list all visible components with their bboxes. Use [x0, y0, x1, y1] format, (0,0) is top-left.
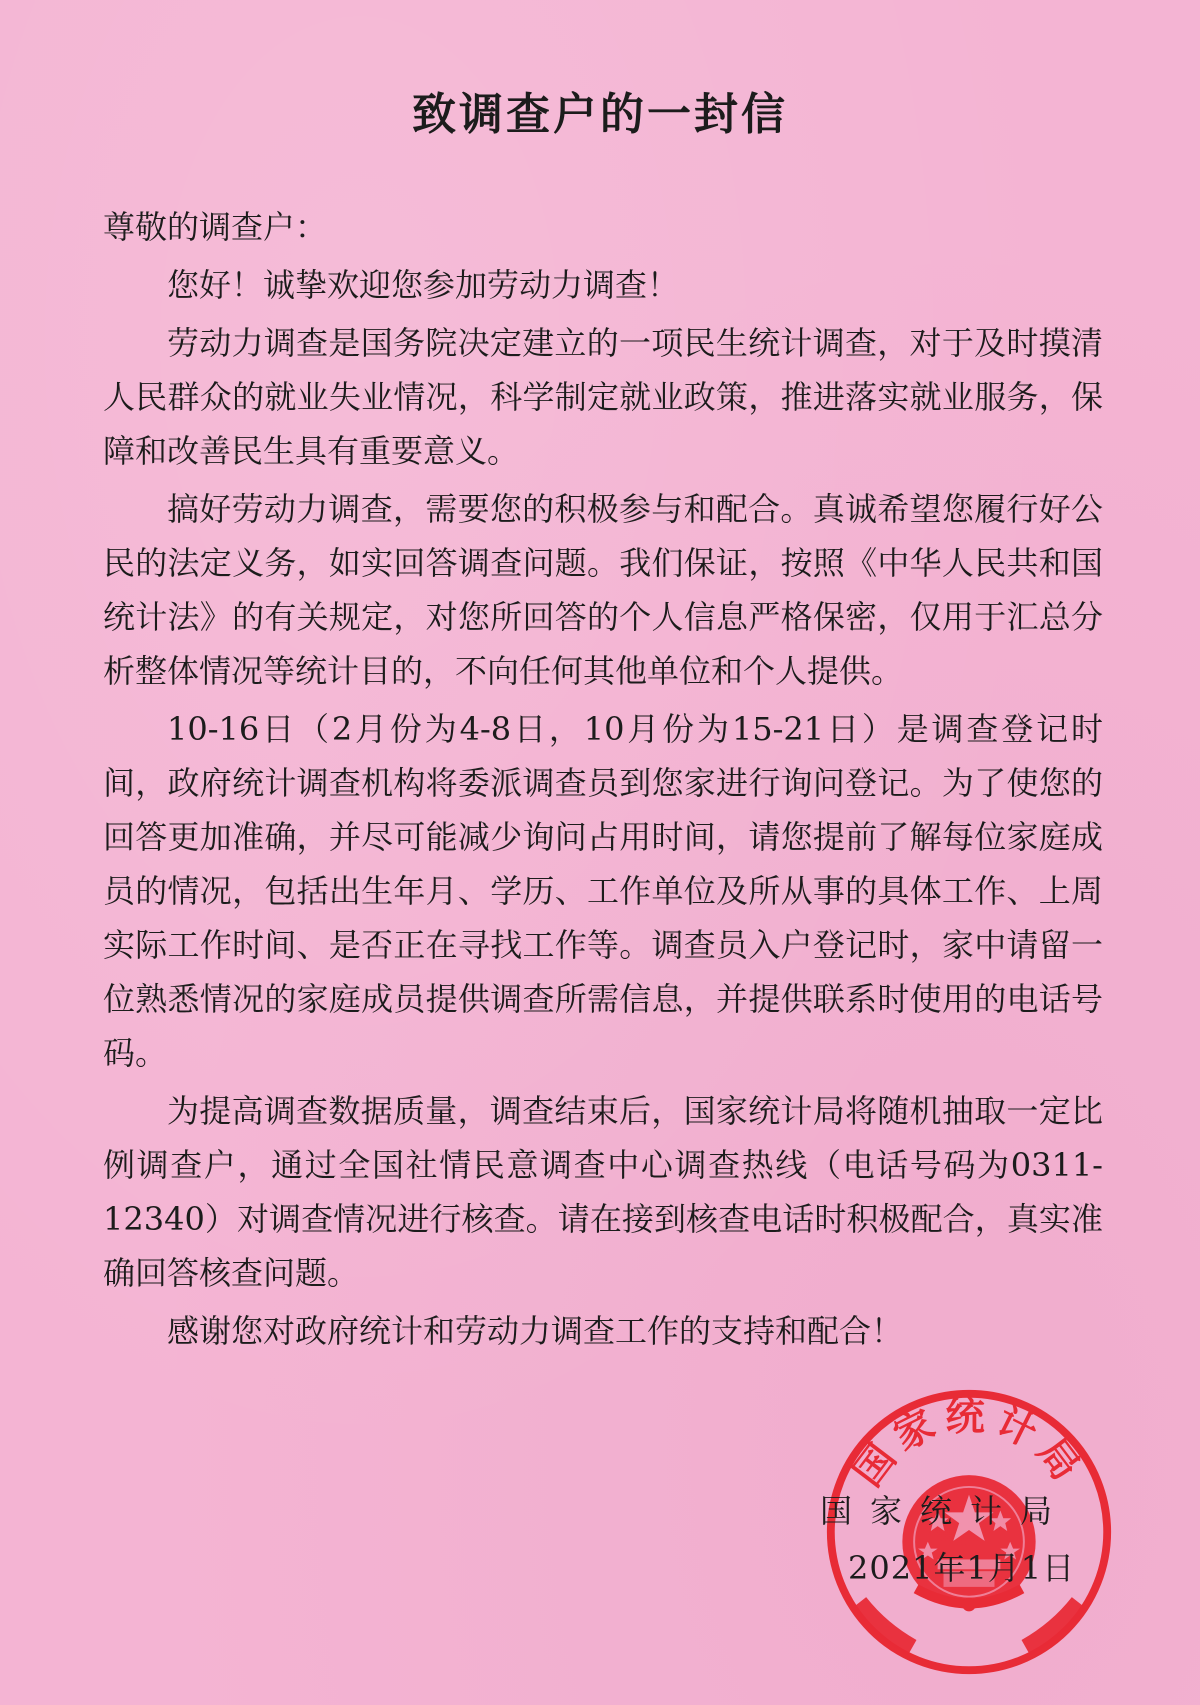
- letter-body: [103, 200, 1103, 1362]
- letter-paragraph-verification: 为提高调查数据质量，调查结束后，国家统计局将随机抽取一定比例调查户，通过全国社情民意调查中心调查热线（电话号码为0311-12340）对调查情况进行核查。请在接到核查电话时积极配合，真实准确回答核查问题。: [103, 1092, 1103, 1292]
- svg-text:国家统计局: 国家统计局: [844, 1393, 1094, 1496]
- letter-paragraph-greeting: 您好！诚挚欢迎您参加劳动力调查！: [167, 266, 680, 304]
- letter-paragraph-thanks: 感谢您对政府统计和劳动力调查工作的支持和配合！: [167, 1312, 904, 1350]
- letter-date: 2021年1月1日: [848, 1549, 1076, 1587]
- letter-paragraph-purpose: 劳动力调查是国务院决定建立的一项民生统计调查，对于及时摸清人民群众的就业失业情况，科学制定就业政策，推进落实就业服务，保障和改善民生具有重要意义。: [103, 324, 1103, 470]
- letter-title: 致调查户的一封信: [412, 89, 788, 140]
- official-seal-stamp: [822, 1385, 1116, 1679]
- letter-paragraph-schedule: 10-16日（2月份为4-8日，10月份为15-21日）是调查登记时间，政府统计调查机构将委派调查员到您家进行询问登记。为了使您的回答更加准确，并尽可能减少询问占用时间，请您提前了解每位家庭成员的情况，包括出生年月、学历、工作单位及所从事的具体工作、上周实际工作时间、是否正在寻找工作等。调查员入户登记时，家中请留一位熟悉情况的家庭成员提供调查所需信息，并提供联系时使用的电话号码。: [103, 710, 1103, 1072]
- letter-salutation: 尊敬的调查户：: [103, 208, 328, 246]
- letter-signature: 国家统计局: [820, 1492, 1071, 1530]
- letter-paragraph-privacy: 搞好劳动力调查，需要您的积极参与和配合。真诚希望您履行好公民的法定义务，如实回答调查问题。我们保证，按照《中华人民共和国统计法》的有关规定，对您所回答的个人信息严格保密，仅用于汇总分析整体情况等统计目的，不向任何其他单位和个人提供。: [103, 490, 1103, 690]
